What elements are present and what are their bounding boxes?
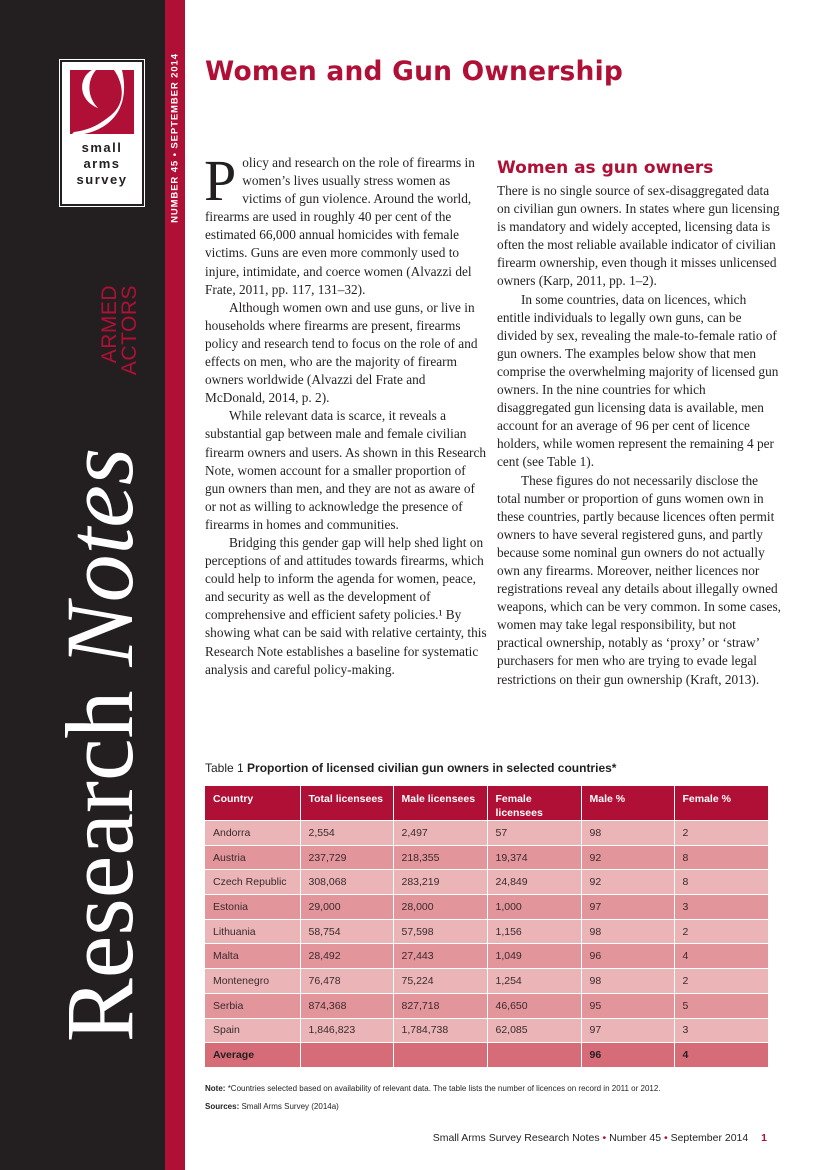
publication-title-roman: Research [46,690,153,1043]
table-sources [205,1102,339,1111]
value-cell: 46,650 [487,993,581,1018]
note-text: *Countries selected based on availability of relevant data. The table lists the number of licences on record in 2011 or 2012. [227,1084,661,1093]
table-row [205,870,768,895]
value-cell: 283,219 [393,870,487,895]
country-cell: Austria [205,845,300,870]
value-cell: 62,085 [487,1018,581,1043]
table-row [205,919,768,944]
column-header: Total licensees [300,786,393,821]
issue-label: NUMBER 45 • SEPTEMBER 2014 [169,53,181,223]
value-cell: 97 [581,1018,674,1043]
value-cell: 1,254 [487,969,581,994]
value-cell: 8 [674,845,768,870]
value-cell: 827,718 [393,993,487,1018]
paragraph-7: These figures do not necessarily disclose the total number or proportion of guns women own in these countries, partly because licences often permit owners to have several registered guns, and partly because some nominal gun owners do not actually own any firearms. Moreover, neither licences nor registrations reveal any details about illegally owned weapons, which can be very common. In some cases, women may take legal responsibility, but not practical ownership, notably as ‘proxy’ or ‘straw’ purchasers for men who are trying to evade legal restrictions on their gun ownership (Kraft, 2013). [497,472,781,687]
table-row [205,895,768,920]
value-cell: 3 [674,1018,768,1043]
value-cell: 98 [581,919,674,944]
column-right [497,182,781,689]
logo-word-arms: arms [83,156,121,171]
value-cell: 28,492 [300,944,393,969]
table-row [205,993,768,1018]
table-row [205,1018,768,1043]
publication-title-italic: Notes [46,447,153,667]
value-cell: 76,478 [300,969,393,994]
country-cell: Czech Republic [205,870,300,895]
note-label: Note: [205,1084,226,1093]
table-caption-text: Proportion of licensed civilian gun owners in selected countries* [247,761,617,775]
table-row [205,969,768,994]
paragraph-1-text: olicy and research on the role of firearms in women’s lives usually stress women as victims of gun violence. Around the world, firearms are used in roughly 40 per cent of the estimated 66,000 annual homicides with female victims. Guns are even more commonly used to injure, intimidate, and coerce women (Alvazzi del Frate, 2011, pp. 117, 131–32). [205,155,475,297]
value-cell: 75,224 [393,969,487,994]
country-cell: Andorra [205,821,300,846]
section-label-armed: ARMED [98,284,121,364]
country-cell: Estonia [205,895,300,920]
value-cell: 29,000 [300,895,393,920]
table-label: Table 1 [205,761,244,775]
table-row [205,944,768,969]
value-cell: 28,000 [393,895,487,920]
page-title: Women and Gun Ownership [205,56,624,87]
paragraph-4: Bridging this gender gap will help shed light on perceptions of and attitudes towards firearms, which could help to inform the agenda for women, peace, and security as well as the development of comprehensive and efficient safety policies.¹ By showing what can be said with relative certainty, this Research Note establishes a baseline for systematic analysis and careful policy-making. [205,534,487,677]
column-header: Female licensees [487,786,581,821]
logo-mark-icon [70,70,134,134]
value-cell: 237,729 [300,845,393,870]
table-note [205,1084,661,1093]
column-header: Female % [674,786,768,821]
logo-text [60,140,144,188]
paragraph-2: Although women own and use guns, or live in households where firearms are present, firearms policy and research tend to focus on the role of and effects on men, who are the majority of firearm owners worldwide (Alvazzi del Frate and McDonald, 2014, p. 2). [205,299,478,406]
footer-date: September 2014 [670,1132,749,1144]
value-cell: 96 [581,944,674,969]
value-cell: 92 [581,870,674,895]
column-header: Male % [581,786,674,821]
value-cell: 27,443 [393,944,487,969]
paragraph-6: In some countries, data on licences, which entitle individuals to legally own guns, can be divided by sex, revealing the male-to-female ratio of gun owners. The examples below show that men comprise the overwhelming majority of licensed gun owners. In the nine countries for which disaggregated gun licensing data is available, men account for an average of 96 per cent of licence holders, while women represent the remaining 4 per cent (see Table 1). [497,291,779,470]
value-cell: 1,156 [487,919,581,944]
value-cell: 2,497 [393,821,487,846]
page-number: 1 [761,1132,767,1144]
section-heading: Women as gun owners [497,158,714,178]
value-cell: 96 [581,1043,674,1068]
value-cell: 218,355 [393,845,487,870]
country-cell: Montenegro [205,969,300,994]
value-cell: 1,049 [487,944,581,969]
value-cell: 2 [674,821,768,846]
footer-issue-number: Number 45 [609,1132,662,1144]
value-cell: 57 [487,821,581,846]
footer-separator: • [602,1132,607,1144]
column-header: Male licensees [393,786,487,821]
sources-text: Small Arms Survey (2014a) [241,1102,339,1111]
value-cell: 1,000 [487,895,581,920]
value-cell: 2,554 [300,821,393,846]
value-cell: 92 [581,845,674,870]
dropcap: P [204,148,237,213]
value-cell: 98 [581,821,674,846]
column-header: Country [205,786,300,821]
table-header-row [205,786,768,821]
section-label [100,285,140,375]
value-cell: 874,368 [300,993,393,1018]
paragraph-5: There is no single source of sex-disaggregated data on civilian gun owners. In states where gun licensing is mandatory and widely accepted, licensing data is often the most reliable available indicator of civilian firearm ownership, even though it misses unlicensed owners (Karp, 2011, pp. 1–2). [497,183,780,289]
value-cell: 4 [674,944,768,969]
country-cell: Average [205,1043,300,1068]
value-cell: 97 [581,895,674,920]
paragraph-3: While relevant data is scarce, it reveals a substantial gap between male and female civilian firearm owners and users. As shown in this Research Note, women account for a smaller proportion of gun owners than men, and they are not as aware of or not as willing to acknowledge the presence of firearms in homes and communities. [205,408,487,532]
sources-label: Sources: [205,1102,240,1111]
logo-word-survey: survey [76,172,128,187]
value-cell: 2 [674,969,768,994]
value-cell: 58,754 [300,919,393,944]
footer-publication: Small Arms Survey Research Notes [432,1132,600,1144]
table-caption [205,761,616,775]
value-cell: 1,846,823 [300,1018,393,1043]
value-cell: 4 [674,1043,768,1068]
logo-word-small: small [81,140,123,155]
value-cell: 98 [581,969,674,994]
country-cell: Lithuania [205,919,300,944]
value-cell: 24,849 [487,870,581,895]
footer-separator: • [663,1132,668,1144]
value-cell: 57,598 [393,919,487,944]
value-cell [487,1043,581,1068]
sidebar [0,0,165,1170]
value-cell: 8 [674,870,768,895]
paragraph-1 [204,148,488,299]
small-arms-survey-logo [59,59,145,207]
column-left [204,148,488,679]
value-cell: 3 [674,895,768,920]
value-cell: 2 [674,919,768,944]
value-cell [393,1043,487,1068]
value-cell: 95 [581,993,674,1018]
value-cell [300,1043,393,1068]
page-footer [433,1132,767,1144]
country-cell: Malta [205,944,300,969]
country-cell: Serbia [205,993,300,1018]
table-row [205,821,768,846]
value-cell: 19,374 [487,845,581,870]
table-row [205,845,768,870]
section-label-actors: ACTORS [118,284,141,376]
value-cell: 308,068 [300,870,393,895]
table-average-row [205,1043,768,1068]
value-cell: 5 [674,993,768,1018]
publication-title [46,447,153,1043]
country-cell: Spain [205,1018,300,1043]
value-cell: 1,784,738 [393,1018,487,1043]
licensees-table [205,786,768,1067]
